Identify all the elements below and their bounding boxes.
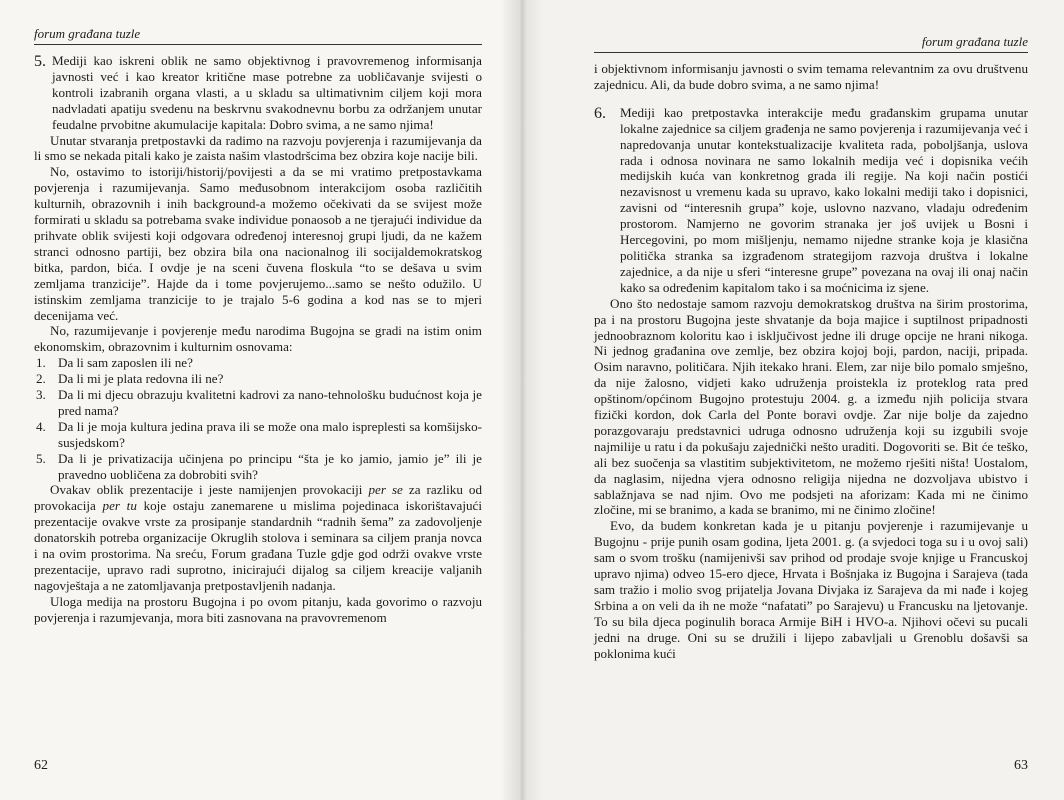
italic-term: per tu: [102, 498, 137, 514]
list-number: 1.: [36, 355, 46, 371]
item-text: Mediji kao pretpostavka interakcije među građanskim grupama unutar lokalne zajednice sa ciljem građenja ne samo povjerenja i razumijevanja već i napredovanja unutar kontekstualizacije kvaliteta rada, poboljšanja, uslova rada i odnosa novinara ne samo lokalnih medija već i dopisnika većih medijskih kuća van konkretnog grada ili regije. Na koji način postići nezavisnost u vremenu kada su upravo, kako lokalni mediji tako i dopisnici, zavisni od “interesnih grupa” koje, uslovno nazvano, vladaju određenim prostorom. Namjerno ne govorim stranaka jer još uvijek u Bosni i Hercegovini, po mom mišljenju, nemamo nijedne stranke koja je klasična politička stranka sa izgrađenom strategijom razvoja društva i lokalne zajednice, a da nije u sferi “interesne grupe” povezana na ovaj ili onaj način kako sa određenim kapitalom tako i sa moćnicima iz sjene.: [620, 104, 1028, 295]
page-number: 62: [34, 758, 48, 773]
right-page: [522, 0, 1064, 800]
list-text: Da li je privatizacija učinjena po principu “šta je ko jamio, jamio je” ili je pravedno uobličena za dobrobiti svih?: [58, 450, 482, 482]
numbered-paragraph-5: [34, 53, 482, 133]
spacer: [594, 93, 1028, 105]
list-text: Da li mi djecu obrazuju kvalitetni kadrovi za nano-tehnološku budućnost koja je pred nama?: [58, 387, 482, 418]
paragraph: Uloga medija na prostoru Bugojna i po ovom pitanju, kada govorimo o razvoju povjerenja i razumjevanja, mora biti zasnovana na pravovremenom: [34, 593, 482, 625]
item-number: 6.: [594, 104, 606, 122]
list-item: [34, 387, 482, 419]
running-header: forum građana tuzle: [594, 34, 1028, 53]
item-number: 5.: [34, 53, 46, 70]
list-item: [34, 371, 482, 387]
question-list: [34, 355, 482, 482]
list-item: [34, 355, 482, 371]
numbered-paragraph-6: [594, 105, 1028, 296]
list-number: 2.: [36, 371, 46, 387]
paragraph: No, ostavimo to istoriji/historij/povijesti a da se mi vratimo pretpostavkama povjerenja i razumijevanja. Samo međusobnom interakcijom osoba različitih kulturnih, obrazovnih i inih background-a možemo očekivati da se svijest može formirati u skladu sa potrebama svake individue ponaosob a ne tjerajući individue da prihvate oblik svijesti koji odgovara određenoj interesnoj grupi ljudi, da ne kažem stranci odnosno partiji, bez obzira bila ona nacionalnog ili socijaldemokratskog bitka, pardon, bića. I ovdje je na sceni čuvena floskula “to se dešava u svim zemljama tranzicije”. Hajde da i tome povjerujemo...samo se nešto odužilo. U istinskim zemljama tranzicije to je trajalo 5-6 godina a kod nas se to mjeri decenijama već.: [34, 164, 482, 323]
list-number: 5.: [36, 450, 46, 466]
paragraph: No, razumijevanje i povjerenje među narodima Bugojna se gradi na istim onim ekonomskim, obrazovnim i kulturnim osnovama:: [34, 323, 482, 355]
paragraph: Evo, da budem konkretan kada je u pitanju povjerenje i razumijevanje u Bugojnu - prije punih osam godina, ljeta 2001. g. (a svjedoci toga su i u ovoj sali) sam o svom trošku (namijenivši sav prihod od prodaje svoje knjige u Francuskoj upravo njima) odveo 15-ero djece, Hrvata i Bošnjaka iz Bugojna i Sarajeva (tada sam tražio i molio svog prijatelja Jovana Divjaka iz Sarajeva da mi nađe i kojeg Srbina a on veli da ih ne može “nafatati” po Sarajevu) u Francusku na ljetovanje. To su bila djeca poginulih boraca Armije BiH i HVO-a. Njihovi očevi su pucali jedni na druge. Oni su se družili i lijepo zabavljali u Grenoblu došavši sa poklonima kući: [594, 518, 1028, 661]
paragraph: Ono što nedostaje samom razvoju demokratskog društva na širim prostorima, pa i na prostoru Bugojna jeste shvatanje da boja majice i suptilnost pripadnosti jednoobraznom koloritu kao i isključivost jedne ili druge opcije ne hrani nikoga. Ni jednog građanina ove zemlje, bez obzira kojoj boji, pardon, naciji, pripada. Osim naravno, političara. Njih itekako hrani. Elem, zar nije bilo pomalo smješno, da nije žalosno, vidjeti kako udruženja proistekla iz proteklog rata pred opštinom/općinom Bugojno protestuju 2004. g. a između njih policija stvara fizički kordon, dok Carla del Ponte boravi ovdje. Zar nije bolje da zajedno porazgovaraju predstavnici udruga odnosno udruženja koji su izgubili svoje najmilije u ratu i da pokušaju zajednički nešto uraditi. Dogovoriti se. Bit će teško, ali bez suočenja sa vlastitim subjektivitetom, ne možemo rješiti ništa! Uostalom, da naglasim, nijedna vjera odnosno religija nijedna ne dozvoljava ubistvo i sablažnjava se nad njim. Ovo me podsjeti na aforizam: Kada mi ne činimo zločine, mi se branimo, a kada se branimo, mi ne činimo zločine!: [594, 295, 1028, 518]
page-number: 63: [1014, 758, 1028, 773]
left-page: [0, 0, 522, 800]
paragraph: Unutar stvaranja pretpostavki da radimo na razvoju povjerenja i razumijevanja da li smo se nekada pitali kako je zaista našim vlastodršcima bez obzira koje nacije bili.: [34, 132, 482, 164]
list-text: Da li je moja kultura jedina prava ili se može ona malo ispreplesti sa komšijsko-susjedskom?: [58, 418, 482, 450]
running-header: forum građana tuzle: [34, 26, 482, 45]
list-item: [34, 419, 482, 451]
list-text: Da li mi je plata redovna ili ne?: [58, 371, 224, 387]
list-number: 4.: [36, 418, 46, 434]
list-item: [34, 451, 482, 483]
italic-term: per se: [368, 482, 403, 498]
item-text: Mediji kao iskreni oblik ne samo objektivnog i pravovremenog informisanja javnosti već i kao kreator kritične mase potrebne za uobličavanje svijesti o kontroli izabranih organa vlasti, a u skladu sa ultimativnim ciljem koji mora nadvladati apatiju svedenu na beskrvnu svakodnevnu borbu za održanjem unutar feudalne prvobitne akumulacije kapitala: Dobro svima, a ne samo njima!: [52, 53, 482, 132]
paragraph: i objektivnom informisanju javnosti o svim temama relevantnim za ovu društvenu zajednicu. Ali, da bude dobro svima, a ne samo njima!: [594, 61, 1028, 92]
list-number: 3.: [36, 387, 46, 403]
list-text: Da li sam zaposlen ili ne?: [58, 355, 193, 371]
paragraph: Ovakav oblik prezentacije i jeste namijenjen provokaciji per se za razliku od provokacija per tu koje ostaju zanemarene u mislima pojedinaca iskorištavajući prezentacije ovakve vrste za prosipanje standardnih “radnih šema” za zadovoljenje donatorskih potreba organizacije Okruglih stolova i seminara sa ciljem pranja novca i na ovim prostorima. Na sreću, Forum građana Tuzle gdje god održi ovakve vrste prezentacije, upravo radi suprotno, inicirajući dijalog sa ciljem kreacije valjanih nagovještaja a ne zatomljavanja pretpostavljenih nadanja.: [34, 482, 482, 593]
